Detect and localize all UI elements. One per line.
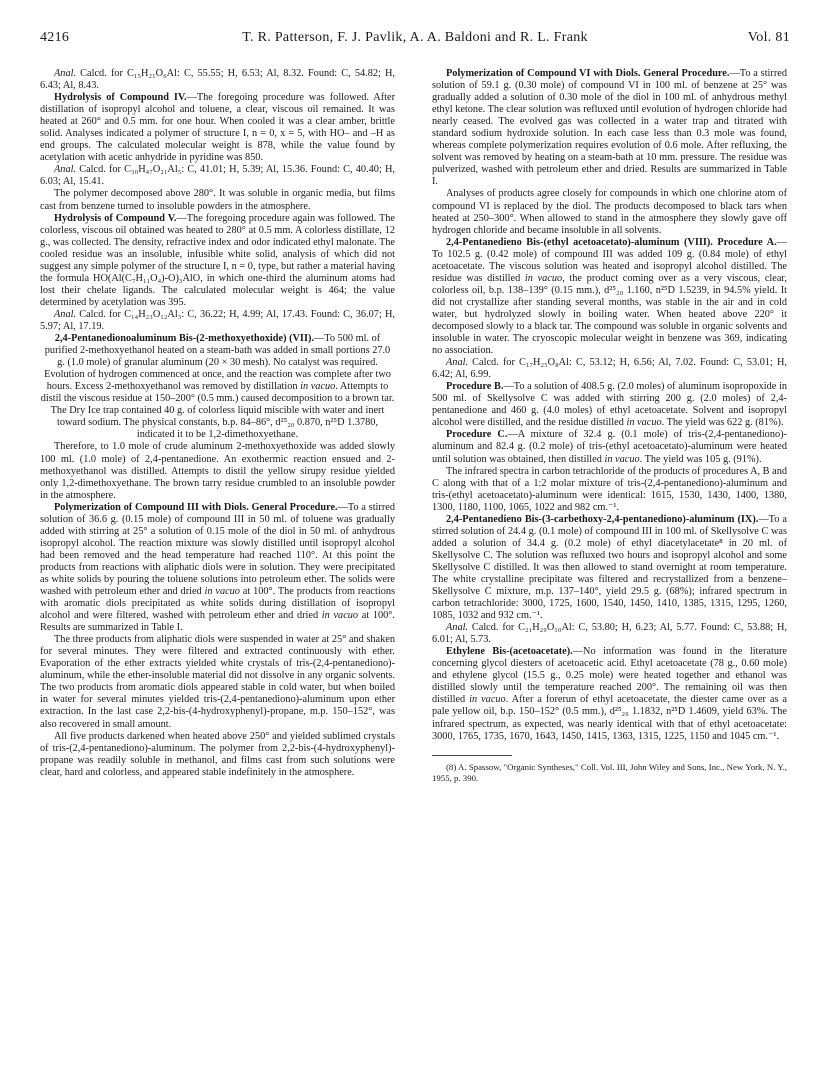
- body-text: —To a solution of 408.5 g. (2.0 moles) of aluminum isopropoxide in 500 ml. of Skellysolve C was added with stirring 200 g. (2.0 moles) of 2,4-pentanedione and 460 g. (4.0 moles) of ethyl acetoacetate. Solvent and isopropyl alcohol were distilled, and the residue distilled: [432, 381, 787, 429]
- paragraph: [432, 381, 787, 429]
- body-text: at 100°. The products from reactions with aromatic diols precipitated as white solids during distillation of isopropyl alcohol and were filtered, washed with petroleum ether and dried: [40, 586, 395, 622]
- body-text: . After a forerun of ethyl acetoacetate, the diester came over as a pale yellow oil, b.p. 150–152° (0.5 mm.), d²⁵₂₀ 1.1832, n²⁵D 1.4609, yield 63%. The infrared spectrum, as expected, was nearly identical with that of ethyl acetoacetate: 3000, 1765, 1735, 1670, 1643, 1450, 1415, 1363, 1315, 1225, 1150 and 1045 cm.⁻¹.: [432, 694, 787, 742]
- body-text: Calcd. for C₃₀H₄₇O₂₁Al₅: C, 41.01; H, 5.39; Al, 15.36. Found: C, 40.40; H, 6.03; Al, 15.41.: [40, 164, 395, 188]
- italic-text: in vacuo: [321, 610, 359, 622]
- italic-text: in vacuo: [524, 272, 563, 284]
- paragraph: [40, 634, 395, 730]
- paragraph: [40, 731, 395, 779]
- italic-text: Anal.: [54, 308, 77, 320]
- body-text: . Attempts to distil the viscous residue at 150–200° (0.5 mm.) caused decomposition to a brown tar. The Dry Ice trap contained 40 g. of colorless liquid miscible with water and inert toward sodium. The physical constants, b.p. 84–86°, d²⁵₂₀ 0.870, n²⁵D 1.3780, indicated it to be 1,2-dimethoxyethane.: [40, 381, 395, 441]
- body-text: . The yield was 622 g. (81%).: [661, 417, 784, 429]
- body-text: The infrared spectra in carbon tetrachloride of the products of procedures A, B and C along with that of a 1:2 molar mixture of tris-(2,4-pentanediono)-aluminum and tris-(ethyl acetoacetato)-aluminum were identical: 1615, 1530, 1430, 1400, 1380, 1300, 1180, 1100, 1065, 1022 and 982 cm.⁻¹.: [432, 465, 787, 513]
- bold-heading: Hydrolysis of Compound V.: [54, 212, 177, 224]
- bold-heading: 2,4-Pentanedieno Bis-(ethyl acetoacetato)-aluminum (VIII). Procedure A.: [446, 236, 777, 248]
- paragraph: [432, 188, 787, 236]
- paragraph: [40, 92, 395, 164]
- paragraph: [40, 213, 395, 309]
- body-text: —To a stirred solution of 24.4 g. (0.1 mole) of compound III in 100 ml. of Skellysolve C was added a solution of 34.4 g. (0.2 mole) of ethyl diacetylacetate⁸ in 20 ml. of Skellysolve C. The solution was refluxed two hours and isopropyl alcohol and some Skellysolve C distilled. It was then allowed to stand overnight at room temperature. The white crystalline precipitate was filtered and recrystallized from a benzene–Skellysolve C mixture, m.p. 137–140°, yield 29.5 g. (68%); infrared spectrum in carbon tetrachloride: 3000, 1725, 1600, 1540, 1450, 1410, 1385, 1315, 1295, 1260, 1085, 1032 and 932 cm.⁻¹.: [432, 513, 787, 622]
- body-text: —To a stirred solution of 36.6 g. (0.15 mole) of compound III in 50 ml. of toluene was gradually added with stirring at 25° a solution of 0.15 mole of the diol in 50 ml. of anhydrous isopropyl alcohol. The reaction mixture was slowly distilled until isopropyl alcohol had been removed and the head temperature had reached 110°. At this point the products from reactions with aliphatic diols were in solution. They were precipitated as white solids by pouring the toluene solutions into petroleum ether. The solids were washed with petroleum ether and dried: [40, 501, 395, 598]
- left-column: [40, 68, 395, 1043]
- bold-heading: Procedure B.: [446, 381, 504, 393]
- analysis-line: [40, 164, 395, 188]
- body-text: Calcd. for C₁₄H₂₃O₁₂Al₃: C, 36.22; H, 4.99; Al, 17.43. Found: C, 36.07; H, 5.97; Al, 17.19.: [40, 308, 395, 332]
- body-text: at 100°. Results are summarized in Table I.: [40, 610, 395, 634]
- body-text: Calcd. for C₁₇H₂₅O₈Al: C, 53.12; H, 6.56; Al, 7.02. Found: C, 53.01; H, 6.42; Al, 6.99.: [432, 357, 787, 381]
- right-column-body: [432, 68, 787, 743]
- footnote: (8) A. Spassow, "Organic Syntheses," Coll. Vol. III, John Wiley and Sons, Inc., New York, N. Y., 1955, p. 390.: [432, 761, 787, 783]
- analysis-line: [432, 357, 787, 381]
- bold-heading: 2,4-Pentanedieno Bis-(3-carbethoxy-2,4-pentanediono)-aluminum (IX).: [446, 513, 759, 525]
- analysis-line: [40, 309, 395, 333]
- bold-heading: Polymerization of Compound VI with Diols. General Procedure.: [446, 68, 730, 79]
- right-column: [432, 68, 787, 1043]
- body-text: Calcd. for C₂₁H₂₉O₁₀Al: C, 53.80; H, 6.23; Al, 5.77. Found: C, 53.88; H, 6.01; Al, 5.73.: [432, 622, 787, 646]
- body-text: Therefore, to 1.0 mole of crude aluminum 2-methoxyethoxide was added slowly 100 ml. (1.0 mole) of 2,4-pentanedione. An exothermic reaction ensued and 2-methoxyethanol was distilled. Attempts to distil the yellow sirupy residue yielded only 1,2-dimethoxyethane. The brown tarry residue crumbled to an insoluble powder in the atmosphere.: [40, 441, 395, 501]
- body-text: The three products from aliphatic diols were suspended in water at 25° and shaken for several minutes. They were filtered and extracted continuously with ether. Evaporation of the ether extracts yielded white crystals of tris-(2,4-pentanediono)-aluminum, while the ether-insoluble material did not dissolve in any organic solvents. The two products from aromatic diols appeared stable in cold water, but when boiled in water for several minutes yielded tris-(2,4-pentanediono)-aluminum upon ether extraction. In the last case 2,2-bis-(4-hydroxyphenyl)-propane, m.p. 150–152°, was also recovered in small amount.: [40, 634, 395, 730]
- italic-text: Anal.: [54, 164, 77, 176]
- body-text: . The yield was 105 g. (91%).: [639, 453, 762, 465]
- page-number: 4216: [40, 30, 70, 45]
- italic-text: Anal.: [446, 357, 469, 369]
- paragraph: [432, 514, 787, 622]
- body-text: All five products darkened when heated above 250° and yielded sublimed crystals of tris-(2,4-pentanediono)-aluminum. The polymer from 2,2-bis-(4-hydroxyphenyl)-propane was readily soluble in methanol, and films cast from such solutions were clear, hard and colorless, and appeared stable indefinitely in the atmosphere.: [40, 730, 395, 778]
- running-authors: T. R. Patterson, F. J. Pavlik, A. A. Baldoni and R. L. Frank: [242, 30, 588, 45]
- paragraph: [432, 466, 787, 514]
- body-text: —To 102.5 g. (0.42 mole) of compound III was added 109 g. (0.84 mole) of ethyl acetoacetate. The viscous solution was heated and isopropyl alcohol distilled. The residue was distilled: [432, 236, 787, 284]
- body-text: —A mixture of 32.4 g. (0.1 mole) of tris-(2,4-pentanediono)-aluminum and 82.4 g. (0.2 mole) of tris-(ethyl acetoacetato)-aluminum were heated until solution was obtained, then distilled: [432, 429, 787, 465]
- italic-text: in vacuo: [604, 453, 640, 465]
- body-text: —To a stirred solution of 59.1 g. (0.30 mole) of compound VI in 100 ml. of benzene at 25° was gradually added a solution of 0.30 mole of the diol in 100 ml. of anhydrous methyl ethyl ketone. The clear solution was refluxed until evolution of hydrogen chloride had nearly ceased. The evolved gas was collected in a water trap and titrated with standard sodium hydroxide solution. In each case less than 0.3 mole was found, whereas complete polymerization requires evolution of 0.6 mole. After refluxing, the solvent was removed by heating on a steam-bath at 10 mm. pressure. The residue was pulverized, washed with petroleum ether and dried. Results are summarized in Table I.: [432, 68, 787, 188]
- paragraph: [40, 441, 395, 501]
- paragraph: [40, 333, 395, 441]
- volume-label: Vol. 81: [747, 30, 790, 45]
- footnote-rule: [432, 755, 512, 756]
- paragraph: [40, 502, 395, 635]
- italic-text: in vacuo: [469, 694, 506, 706]
- italic-text: Anal.: [446, 622, 469, 634]
- body-text: —The foregoing procedure was followed. After distillation of isopropyl alcohol and toluene, a clear, viscous oil remained. It was heated at 260° and 0.5 mm. for one hour. When cooled it was a clear amber, brittle solid. Analyses indicated a polymer of structure I, n = 0, x = 5, with HO– and –H as end groups. The calculated molecular weight is 878, while the value found by acetylation with acetic anhydride in pyridine was 850.: [40, 92, 395, 164]
- paragraph: [432, 68, 787, 188]
- running-header: [40, 30, 790, 50]
- body-text: —No information was found in the literature concerning glycol diesters of acetoacetic acid. Ethyl acetoacetate (78 g., 0.60 mole) and ethylene glycol (15.5 g., 0.25 mole) were heated together and ethanol was distilled slowly until the temperature reached 200°. The remaining oil was then distilled: [432, 646, 787, 706]
- italic-text: Anal.: [54, 68, 77, 79]
- italic-text: in vacuo: [300, 381, 336, 393]
- analysis-line: [40, 68, 395, 92]
- paragraph: [40, 188, 395, 212]
- paragraph: [432, 646, 787, 742]
- bold-heading: Procedure C.: [446, 429, 508, 441]
- body-text: Analyses of products agree closely for compounds in which one chlorine atom of compound VI is replaced by the diol. The products decomposed to black tars when heated at 250–300°. When allowed to stand in the atmosphere they slowly gave off hydrogen chloride and became insoluble in all solvents.: [432, 188, 787, 236]
- bold-heading: Ethylene Bis-(acetoacetate).: [446, 646, 573, 658]
- body-text: —The foregoing procedure again was followed. The colorless, viscous oil obtained was heated to 280° at 0.5 mm. A colorless distillate, 12 g., was collected. The density, refractive index and odor indicated ethyl malonate. The cooled residue was an insoluble, infusible white solid, analysis of which did not suggest any simple polymer of the structure I, n = 0, type, but rather a material having the formula HO(Al(C₇H₁₁O₄)-O)₃AlO, in which one-third the aluminum atoms had lost their chelate ligands. The calculated molecular weight is 464; the value determined by acetylation was 395.: [40, 212, 395, 308]
- bold-heading: Polymerization of Compound III with Diols. General Procedure.: [54, 501, 338, 513]
- italic-text: in vacuo: [626, 417, 662, 429]
- italic-text: in vacuo: [204, 586, 240, 598]
- bold-heading: 2,4-Pentanedionoaluminum Bis-(2-methoxyethoxide) (VII).: [54, 333, 314, 345]
- paragraph: [432, 429, 787, 465]
- body-text: Calcd. for C₁₅H₂₁O₆Al: C, 55.55; H, 6.53; Al, 8.32. Found: C, 54.82; H, 6.43; Al, 8.43.: [40, 68, 395, 92]
- paragraph: [432, 237, 787, 357]
- body-text: The polymer decomposed above 280°. It was soluble in organic media, but films cast from benzene turned to insoluble powders in the atmosphere.: [40, 188, 395, 212]
- body-text: —To 500 ml. of purified 2-methoxyethanol heated on a steam-bath was added in small portions 27.0 g. (1.0 mole) of granular aluminum (20 × 30 mesh). No catalyst was required. Evolution of hydrogen commenced at once, and the reaction was complete after two hours. Excess 2-methoxyethanol was removed by distillation: [44, 333, 391, 393]
- bold-heading: Hydrolysis of Compound IV.: [54, 92, 187, 104]
- body-text: , the product coming over as a very viscous, clear, colorless oil, b.p. 138–139° (0.15 mm.), d²⁵₂₀ 1.160, n²⁵D 1.5239, in 94.5% yield. It did not crystallize after standing several months, was stable in the air and in cold water, but hydrolyzed slowly in boiling water. When heated above 220° it decomposed slowly to a black tar. The compound was soluble in organic solvents and insoluble in water. The cryoscopic molecular weight in benzene was 369, indicating no association.: [432, 272, 787, 357]
- analysis-line: [432, 622, 787, 646]
